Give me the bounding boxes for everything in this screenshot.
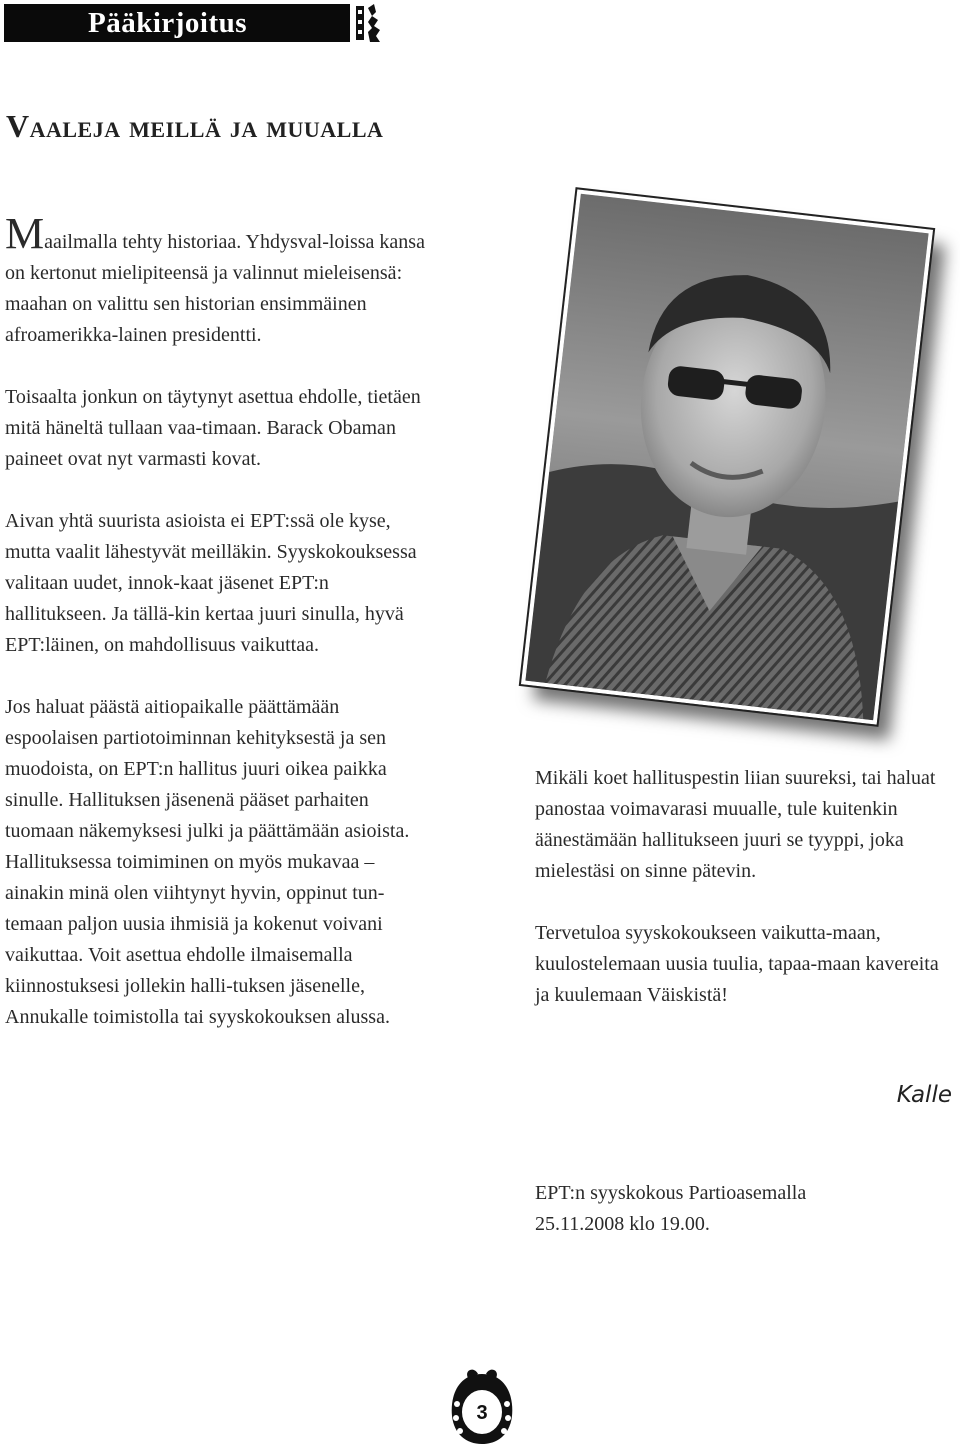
paragraph-vote: Mikäli koet hallituspestin liian suureksi, tai haluat panostaa voimavarasi muualle, tule kuitenkin äänestämään hallitukseen juuri se tyyppi, joka mielestäsi on sinne pätevin. xyxy=(535,767,936,882)
left-column xyxy=(5,209,430,1064)
right-column xyxy=(535,763,955,1042)
paragraph-welcome: Tervetuloa syyskokoukseen vaikutta-maan, kuulostelemaan uusia tuulia, tapaa-maan kavereita ja kuulemaan Väiskistä! xyxy=(535,922,939,1006)
paragraph-board: Jos haluat päästä aitiopaikalle päättämään espoolaisen partiotoiminnan kehityksestä ja sen muodoista, on EPT:n hallitus juuri oikea paikka sinulle. Hallituksen jäsenenä pääset parhaiten tuomaan näkemyksesi julki ja päättämään asioista. Hallituksessa toimiminen on myös mukavaa – ainakin minä olen viihtynyt hyvin, oppinut tun-temaan paljon uusia ihmisiä ja kokenut voivani vaikuttaa. Voit asettua ehdolle ilmaisemalla kiinnostuksesi jollekin halli-tuksen jäsenelle, Annukalle toimistolla tai syyskokouksen alussa. xyxy=(5,696,410,1028)
paragraph-intro xyxy=(5,209,430,351)
paragraph-elections: Aivan yhtä suurista asioista ei EPT:ssä ole kyse, mutta vaalit lähestyvät meilläkin. Syyskokouksessa valitaan uudet, innok-kaat jäsenet EPT:n hallitukseen. Ja tällä-kin kertaa juuri sinulla, hyvä EPT:läinen, on mahdollisuus vaikuttaa. xyxy=(5,510,417,656)
paragraph-intro-text: aailmalla tehty historiaa. Yhdysval-loissa kansa on kertonut mielipiteensä ja valinnut mieleisensä: maahan on valittu sen historian ensimmäinen afroamerikka-lainen presidentti. xyxy=(5,231,425,346)
meeting-location: EPT:n syyskokous Partioasemalla xyxy=(535,1182,807,1204)
paragraph-obama: Toisaalta jonkun on täytynyt asettua ehdolle, tietäen mitä häneltä tullaan vaa-timaan. Barack Obaman paineet ovat nyt varmasti kovat. xyxy=(5,386,421,470)
meeting-datetime: 25.11.2008 klo 19.00. xyxy=(535,1213,710,1235)
drop-cap: M xyxy=(5,209,45,258)
author-signature: Kalle xyxy=(896,1082,952,1108)
article-headline: Vaaleja meillä ja muualla xyxy=(6,108,384,144)
page-number: 3 xyxy=(476,1402,488,1424)
portrait-image xyxy=(525,194,928,720)
scout-emblem-icon xyxy=(350,2,390,44)
author-photo xyxy=(521,189,933,724)
section-title: Pääkirjoitus xyxy=(88,7,248,39)
meeting-info xyxy=(535,1178,935,1240)
